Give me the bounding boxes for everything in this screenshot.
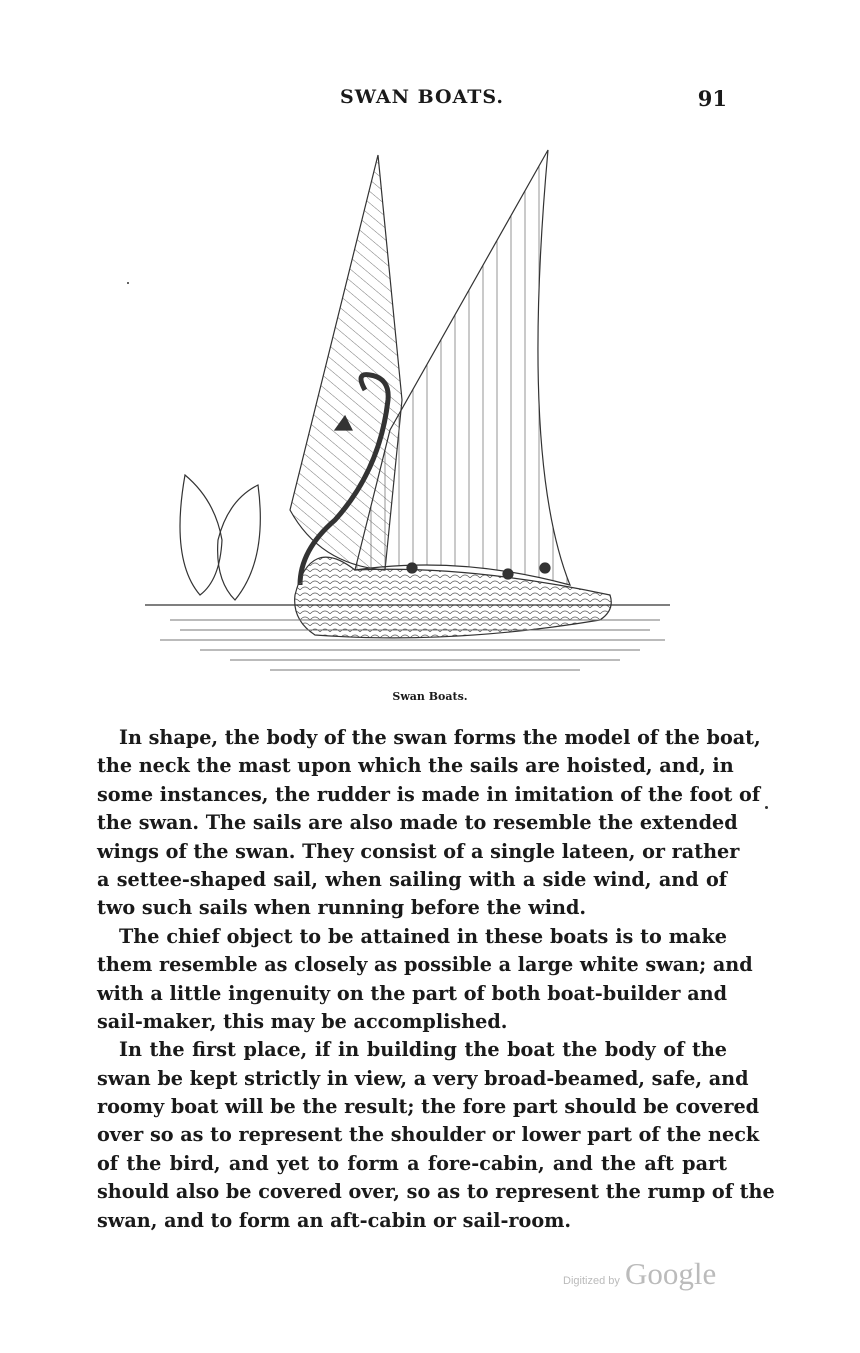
text-line: wings of the swan. They consist of a single lateen, or rather — [97, 839, 740, 863]
paragraph — [97, 1036, 775, 1235]
paragraph — [97, 923, 753, 1037]
text-line: some instances, the rudder is made in imitation of the foot of — [97, 782, 761, 806]
paragraph — [97, 724, 761, 923]
text-line: over so as to represent the shoulder or lower part of the neck — [97, 1123, 760, 1147]
text-line: them resemble as closely as possible a large white swan; and — [97, 953, 753, 977]
page-number: 91 — [697, 86, 727, 111]
text-line: The chief object to be attained in these boats is to make — [119, 924, 727, 948]
figure-caption: Swan Boats. — [392, 690, 468, 703]
digitized-watermark — [563, 1256, 716, 1292]
text-line: should also be covered over, so as to represent the rump of the — [97, 1180, 775, 1204]
text-line: swan, and to form an aft-cabin or sail-room. — [97, 1208, 572, 1232]
watermark-prefix: Digitized by — [563, 1275, 620, 1287]
watermark-brand: Google — [624, 1256, 717, 1291]
scan-speck — [765, 806, 768, 809]
text-line: of the bird, and yet to form a fore-cabin, and the aft part — [97, 1151, 727, 1175]
page-header — [120, 86, 727, 116]
text-line: two such sails when running before the wind. — [97, 896, 587, 920]
text-line: the swan. The sails are also made to resemble the extended — [97, 811, 738, 835]
text-line: sail-maker, this may be accomplished. — [97, 1009, 508, 1033]
running-title: SWAN BOATS. — [340, 86, 505, 108]
text-line: the neck the mast upon which the sails are hoisted, and, in — [97, 754, 734, 778]
text-line: roomy boat will be the result; the fore part should be covered — [97, 1095, 760, 1119]
body-text — [97, 724, 775, 1235]
swan-boat-illustration — [140, 140, 680, 685]
text-line: In shape, the body of the swan forms the model of the boat, — [119, 726, 761, 749]
text-line: with a little ingenuity on the part of both boat-builder and — [97, 981, 727, 1005]
scan-speck — [127, 282, 129, 284]
text-line: In the first place, if in building the boat the body of the — [119, 1038, 727, 1062]
text-line: swan be kept strictly in view, a very broad-beamed, safe, and — [97, 1066, 749, 1090]
text-line: a settee-shaped sail, when sailing with a side wind, and of — [97, 867, 727, 891]
